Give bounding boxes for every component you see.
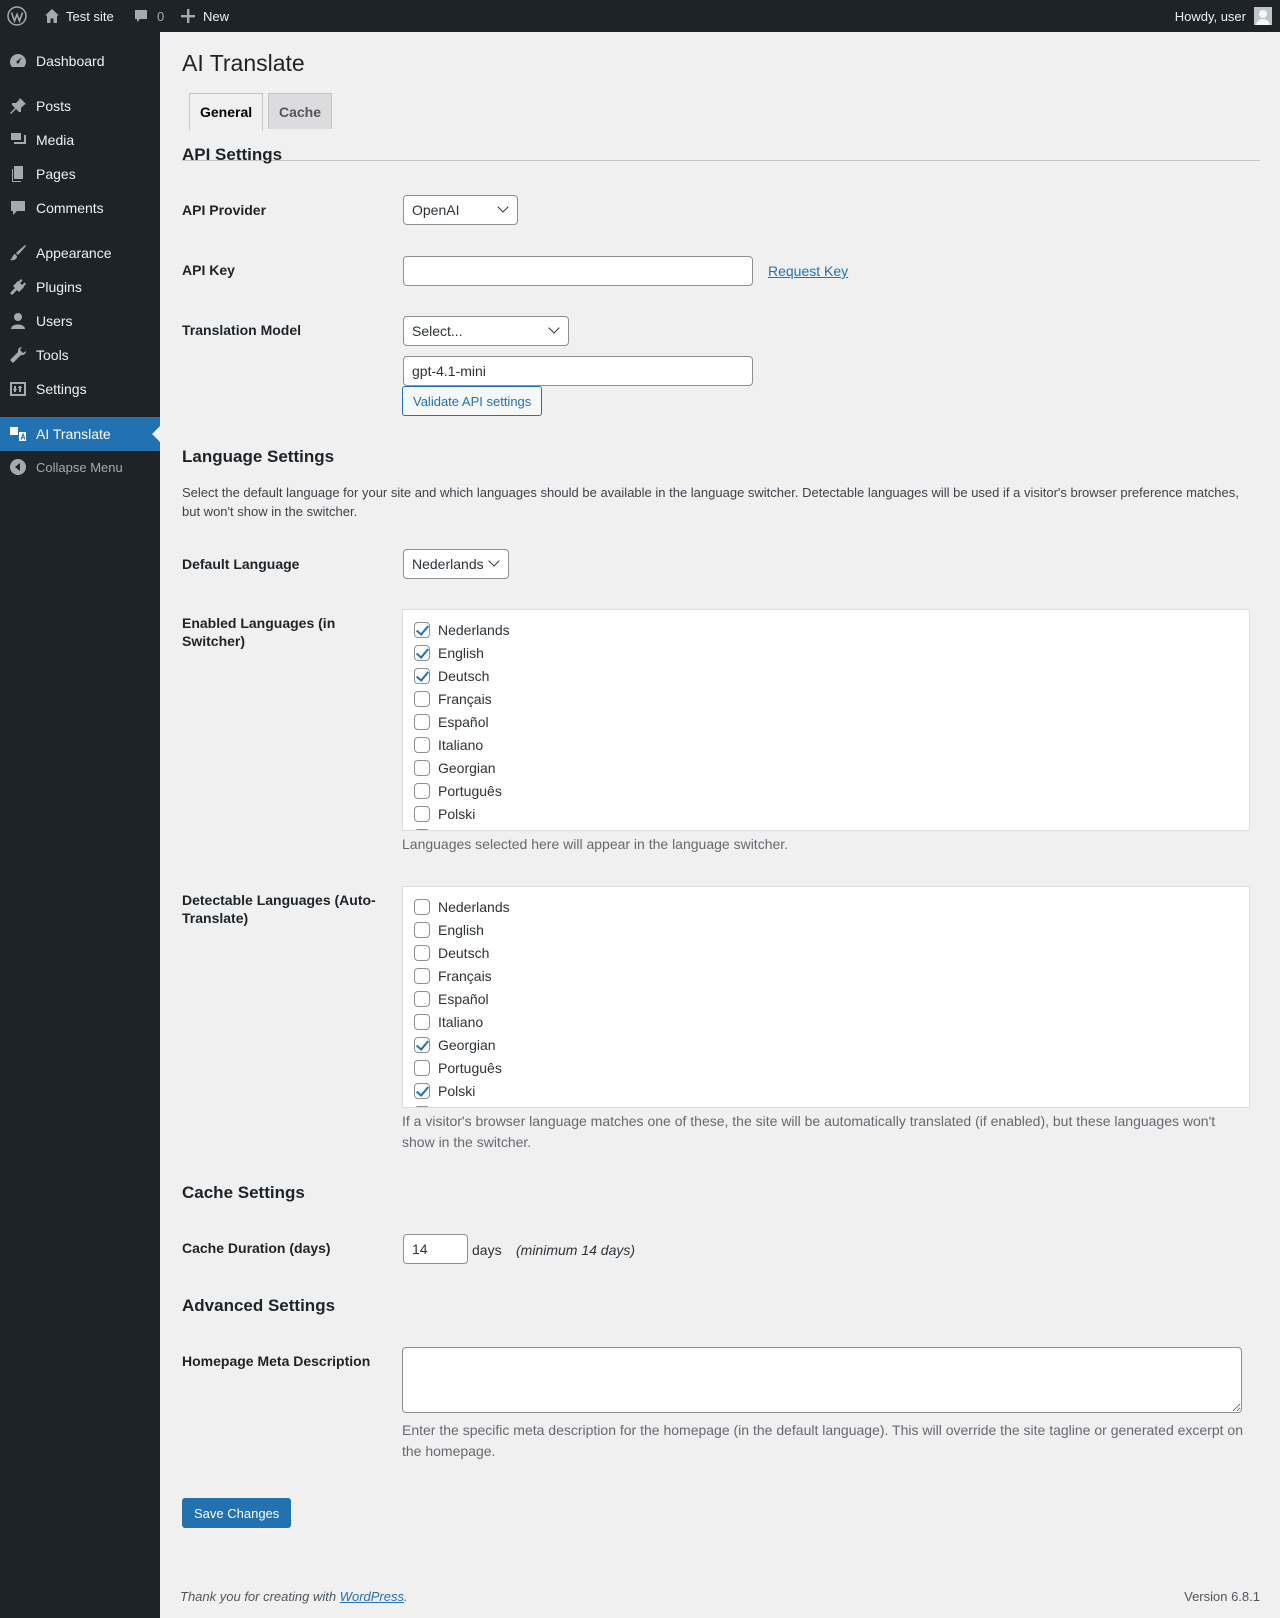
default-language-label: Default Language	[182, 556, 300, 572]
language-name: Português	[438, 783, 502, 799]
checkbox[interactable]	[414, 622, 430, 638]
language-name: Italiano	[438, 1014, 484, 1030]
footer-thanks-text: Thank you for creating with	[180, 1589, 340, 1604]
language-name: Nederlands	[438, 622, 510, 638]
howdy-text: Howdy, user	[1174, 8, 1246, 24]
language-settings-description: Select the default language for your site and which languages should be available in the language switcher. Detectable languages will be used if a visitor's browser preference matches, but won't show in the switcher.	[182, 485, 1239, 519]
chevron-down-icon	[548, 322, 559, 333]
api-provider-label: API Provider	[182, 202, 267, 218]
checkbox[interactable]	[414, 783, 430, 799]
footer-thanks	[180, 1589, 408, 1604]
checkbox[interactable]	[414, 899, 430, 915]
admin-sidebar	[0, 32, 160, 1618]
api-provider-select[interactable]	[403, 195, 518, 225]
sidebar-item-pages[interactable]	[0, 157, 160, 191]
api-provider-value: OpenAI	[412, 202, 460, 218]
language-name: Español	[438, 991, 489, 1007]
checkbox[interactable]	[414, 829, 430, 831]
checkbox[interactable]	[414, 806, 430, 822]
list-item[interactable]	[414, 966, 492, 986]
list-item[interactable]	[414, 897, 510, 917]
sidebar-item-label: Users	[36, 313, 73, 329]
comment-icon	[0, 198, 36, 218]
sidebar-item-label: Comments	[36, 200, 104, 216]
wrench-icon	[0, 345, 36, 365]
list-item[interactable]	[414, 1081, 475, 1101]
list-item-partial[interactable]	[414, 1104, 438, 1108]
detectable-languages-label: Detectable Languages (Auto-Translate)	[182, 892, 376, 926]
list-item[interactable]	[414, 989, 489, 1009]
list-item[interactable]	[414, 1035, 496, 1055]
sidebar-item-label: AI Translate	[36, 426, 111, 442]
pin-icon	[0, 96, 36, 116]
site-name: Test site	[66, 8, 114, 24]
minimum-days-note: (minimum 14 days)	[516, 1242, 636, 1258]
default-language-value: Nederlands	[412, 556, 484, 572]
validate-api-button[interactable]: Validate API settings	[402, 386, 542, 416]
list-item[interactable]	[414, 689, 492, 709]
advanced-settings-heading: Advanced Settings	[182, 1296, 336, 1315]
sidebar-item-settings[interactable]	[0, 372, 160, 406]
checkbox[interactable]	[414, 1106, 430, 1108]
checkbox[interactable]	[414, 737, 430, 753]
checkbox[interactable]	[414, 691, 430, 707]
footer-thanks-suffix: .	[404, 1589, 408, 1604]
language-name: Georgian	[438, 1037, 496, 1053]
chevron-down-icon	[488, 555, 499, 566]
translation-model-value: Select...	[412, 323, 463, 339]
sidebar-item-label: Appearance	[36, 245, 112, 261]
sidebar-item-label: Plugins	[36, 279, 82, 295]
sidebar-item-comments[interactable]	[0, 191, 160, 225]
checkbox[interactable]	[414, 968, 430, 984]
save-changes-button[interactable]: Save Changes	[182, 1498, 291, 1528]
custom-model-input[interactable]	[403, 356, 753, 386]
checkbox[interactable]	[414, 714, 430, 730]
checkbox[interactable]	[414, 668, 430, 684]
list-item[interactable]	[414, 712, 489, 732]
language-settings-heading: Language Settings	[182, 447, 335, 466]
sidebar-item-plugins[interactable]	[0, 270, 160, 304]
sidebar-item-dashboard[interactable]	[0, 44, 160, 78]
language-name: Français	[438, 968, 492, 984]
api-key-label: API Key	[182, 262, 235, 278]
comments-link[interactable]	[133, 0, 164, 32]
list-item[interactable]	[414, 920, 484, 940]
translation-model-select[interactable]	[403, 316, 569, 346]
list-item[interactable]	[414, 735, 483, 755]
my-account-link[interactable]	[1175, 0, 1272, 32]
language-name: Deutsch	[438, 668, 490, 684]
sidebar-item-appearance[interactable]	[0, 236, 160, 270]
comments-count: 0	[157, 8, 165, 24]
detectable-languages-list[interactable]	[402, 886, 1250, 1108]
list-item[interactable]	[414, 943, 489, 963]
page-title: AI Translate	[182, 50, 305, 76]
language-name: Deutsch	[438, 945, 490, 961]
sidebar-item-label: Media	[36, 132, 75, 148]
language-name: English	[438, 922, 484, 938]
cache-duration-label: Cache Duration (days)	[182, 1240, 331, 1256]
checkbox[interactable]	[414, 645, 430, 661]
language-name: Français	[438, 691, 492, 707]
dashboard-icon	[0, 51, 36, 71]
media-icon	[0, 130, 36, 150]
homepage-meta-label: Homepage Meta Description	[182, 1353, 371, 1369]
cache-settings-heading: Cache Settings	[182, 1183, 305, 1202]
language-name: Italiano	[438, 737, 484, 753]
sidebar-item-tools[interactable]	[0, 338, 160, 372]
checkbox[interactable]	[414, 991, 430, 1007]
tab-bar	[182, 92, 1260, 161]
translate-icon	[0, 424, 36, 444]
home-icon	[44, 8, 60, 24]
checkbox[interactable]	[414, 760, 430, 776]
list-item[interactable]	[414, 666, 489, 686]
sidebar-item-posts[interactable]	[0, 89, 160, 123]
list-item[interactable]	[414, 781, 502, 801]
enabled-languages-label: Enabled Languages (in Switcher)	[182, 615, 336, 649]
sidebar-item-label: Dashboard	[36, 53, 105, 69]
plugin-icon	[0, 277, 36, 297]
list-item[interactable]	[414, 804, 475, 824]
new-label: New	[203, 8, 230, 24]
enabled-languages-help: Languages selected here will appear in the language switcher.	[402, 836, 789, 852]
default-language-select[interactable]	[403, 549, 509, 579]
api-key-input[interactable]	[403, 256, 753, 286]
sidebar-item-users[interactable]	[0, 304, 160, 338]
language-name: Español	[438, 714, 489, 730]
checkbox[interactable]	[414, 1083, 430, 1099]
sidebar-item-media[interactable]	[0, 123, 160, 157]
list-item[interactable]	[414, 1012, 483, 1032]
footer-version: Version 6.8.1	[1184, 1589, 1260, 1604]
checkbox[interactable]	[414, 922, 430, 938]
sidebar-item-label: Tools	[36, 347, 69, 363]
language-name: Nederlands	[438, 899, 510, 915]
language-name: Português	[438, 1060, 502, 1076]
homepage-meta-help: Enter the specific meta description for the homepage (in the default language). This will override the site tagline or generated excerpt on the homepage.	[402, 1422, 1244, 1459]
detectable-languages-help: If a visitor's browser language matches one of these, the site will be automatically translated (if enabled), but these languages won't show in the switcher.	[402, 1113, 1216, 1150]
user-icon	[0, 311, 36, 331]
list-item[interactable]	[414, 643, 484, 663]
comment-icon	[133, 8, 149, 24]
list-item[interactable]	[414, 1058, 502, 1078]
collapse-menu-button[interactable]	[0, 450, 160, 484]
wordpress-link[interactable]: WordPress	[339, 1589, 404, 1604]
settings-icon	[0, 379, 36, 399]
checkbox[interactable]	[414, 1060, 430, 1076]
site-name-link[interactable]	[44, 0, 114, 32]
list-item-partial[interactable]	[414, 827, 438, 831]
homepage-meta-textarea[interactable]	[402, 1347, 1242, 1413]
checkbox[interactable]	[414, 945, 430, 961]
sidebar-item-label: Posts	[36, 98, 72, 114]
pages-icon	[0, 164, 36, 184]
plus-icon	[181, 9, 195, 23]
language-name: Georgian	[438, 760, 496, 776]
tab-cache[interactable]: Cache	[268, 93, 332, 129]
brush-icon	[0, 243, 36, 263]
request-key-link[interactable]: Request Key	[768, 263, 849, 279]
enabled-languages-list[interactable]	[402, 609, 1250, 831]
checkbox[interactable]	[414, 1037, 430, 1053]
collapse-menu-label: Collapse Menu	[36, 459, 123, 475]
tab-general[interactable]: General	[189, 93, 263, 130]
avatar	[1254, 7, 1272, 25]
list-item[interactable]	[414, 620, 510, 640]
new-content-link[interactable]	[181, 0, 229, 32]
checkbox[interactable]	[414, 1014, 430, 1030]
wordpress-logo-icon[interactable]	[7, 0, 27, 32]
sidebar-item-label: Settings	[36, 381, 87, 397]
api-settings-heading: API Settings	[182, 145, 283, 164]
list-item[interactable]	[414, 758, 496, 778]
sidebar-item-ai-translate[interactable]	[0, 417, 160, 451]
sidebar-item-label: Pages	[36, 166, 76, 182]
language-name: Polski	[438, 806, 476, 822]
chevron-down-icon	[497, 201, 508, 212]
admin-bar	[0, 0, 1280, 32]
language-name: Polski	[438, 1083, 476, 1099]
days-unit: days	[472, 1242, 502, 1258]
language-name: English	[438, 645, 484, 661]
translation-model-label: Translation Model	[182, 322, 302, 338]
collapse-arrow-icon	[0, 457, 36, 477]
cache-duration-input[interactable]	[403, 1234, 468, 1264]
